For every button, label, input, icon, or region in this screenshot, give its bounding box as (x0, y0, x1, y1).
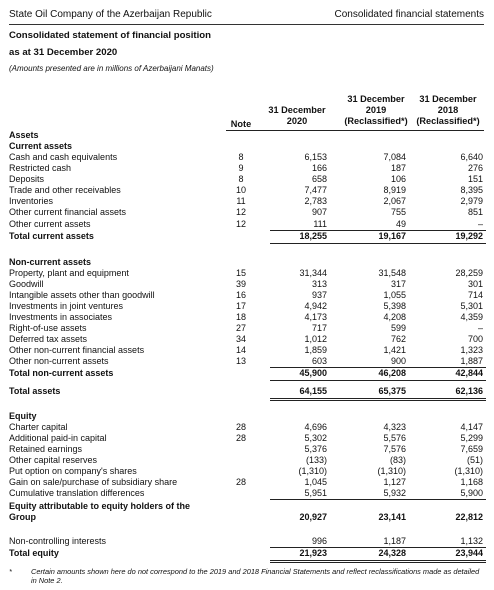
row-value-2019: 1,421 (383, 345, 406, 355)
row-value-2020: 658 (311, 174, 327, 184)
row-value-2020: 4,173 (304, 312, 327, 322)
row-value-2018: 851 (467, 207, 483, 217)
row-value-2019: 900 (390, 356, 406, 366)
row-value-2018: 19,292 (455, 231, 483, 241)
statement-currency-note: (Amounts presented are in millions of Azerbaijani Manats) (9, 64, 214, 73)
row-value-2019: 4,208 (383, 312, 406, 322)
row-value-2019: 187 (390, 163, 406, 173)
row-note: 27 (235, 323, 246, 333)
row-note: 12 (235, 219, 246, 229)
row-value-2019: 24,328 (378, 548, 406, 558)
row-value-2020: 1,012 (304, 334, 327, 344)
column-header-2020-line1: 31 December (268, 105, 326, 115)
row-value-2020: 717 (311, 323, 327, 333)
row-value-2018: 1,168 (460, 477, 483, 487)
row-note: 17 (235, 301, 246, 311)
row-value-2019: 49 (395, 219, 406, 229)
page-header (9, 9, 484, 23)
row-value-2019: (83) (389, 455, 406, 465)
row-label: Other capital reserves (9, 455, 98, 465)
table-row (0, 356, 494, 367)
table-row (0, 219, 494, 230)
row-value-2020: 603 (311, 356, 327, 366)
row-label: Assets (9, 130, 39, 140)
row-value-2018: 1,323 (460, 345, 483, 355)
table-row (0, 466, 494, 477)
table-row (0, 185, 494, 196)
column-header-2019 (340, 94, 412, 127)
row-value-2018: – (477, 219, 483, 229)
row-note: 18 (235, 312, 246, 322)
row-value-2019: 23,141 (378, 512, 406, 522)
total-rule (270, 560, 486, 561)
row-label: Restricted cash (9, 163, 72, 173)
row-value-2018: 23,944 (455, 548, 483, 558)
total-rule (270, 400, 486, 401)
statement-date: as at 31 December 2020 (9, 47, 118, 58)
row-value-2019: 7,576 (383, 444, 406, 454)
table-row (0, 345, 494, 356)
table-row (0, 536, 494, 547)
row-note: 13 (235, 356, 246, 366)
column-header-2018 (410, 94, 486, 127)
row-value-2020: 166 (311, 163, 327, 173)
row-value-2019: 8,919 (383, 185, 406, 195)
row-value-2020: 7,477 (304, 185, 327, 195)
header-divider (9, 24, 484, 25)
row-value-2020: (133) (305, 455, 327, 465)
row-value-2020: 5,951 (304, 488, 327, 498)
row-label: Other non-current assets (9, 356, 109, 366)
column-header-2019-line2: 2019 (365, 105, 387, 115)
row-value-2020: 996 (311, 536, 327, 546)
row-value-2018: (1,310) (454, 466, 483, 476)
row-note: 8 (238, 174, 244, 184)
row-value-2020: 1,859 (304, 345, 327, 355)
row-value-2020: 21,923 (299, 548, 327, 558)
row-value-2019: 65,375 (378, 386, 406, 396)
row-value-2018: 1,887 (460, 356, 483, 366)
row-value-2020: 64,155 (299, 386, 327, 396)
row-note: 12 (235, 207, 246, 217)
table-row (0, 548, 494, 559)
row-value-2018: (51) (466, 455, 483, 465)
table-row (0, 501, 494, 523)
row-label: Cumulative translation differences (9, 488, 145, 498)
row-note: 39 (235, 279, 246, 289)
row-label: Total current assets (9, 231, 94, 241)
row-value-2018: – (477, 323, 483, 333)
row-value-2018: 1,132 (460, 536, 483, 546)
row-label: Other non-current financial assets (9, 345, 145, 355)
total-rule (270, 562, 486, 563)
row-value-2019: 46,208 (378, 368, 406, 378)
row-value-2018: 5,900 (460, 488, 483, 498)
row-note: 11 (236, 196, 246, 206)
row-value-2019: 599 (390, 323, 406, 333)
row-label: Non-controlling interests (9, 536, 107, 546)
row-value-2018: 5,301 (460, 301, 483, 311)
row-label: Other current financial assets (9, 207, 127, 217)
table-row (0, 422, 494, 433)
row-value-2020: 20,927 (299, 512, 327, 522)
row-note: 15 (235, 268, 246, 278)
row-label: Retained earnings (9, 444, 83, 454)
table-row (0, 130, 494, 141)
row-label: Equity (9, 411, 37, 421)
row-label: Right-of-use assets (9, 323, 87, 333)
row-value-2019: (1,310) (377, 466, 406, 476)
table-row (0, 334, 494, 345)
row-value-2019: 762 (390, 334, 406, 344)
row-label: Goodwill (9, 279, 44, 289)
row-label: Put option on company's shares (9, 466, 137, 476)
row-value-2019: 5,398 (383, 301, 406, 311)
row-value-2020: 937 (311, 290, 327, 300)
row-note: 28 (235, 433, 246, 443)
row-label: Deferred tax assets (9, 334, 88, 344)
row-value-2019: 755 (390, 207, 406, 217)
row-value-2019: 5,576 (383, 433, 406, 443)
table-row (0, 290, 494, 301)
row-note: 10 (235, 185, 246, 195)
row-note: 16 (235, 290, 246, 300)
column-header-2020 (262, 105, 332, 127)
column-header-2018-line1: 31 December (419, 94, 477, 104)
table-row (0, 323, 494, 334)
row-value-2020: 4,942 (304, 301, 327, 311)
row-value-2020: 2,783 (304, 196, 327, 206)
table-row (0, 312, 494, 323)
table-row (0, 163, 494, 174)
table-row (0, 231, 494, 242)
row-value-2019: 2,067 (383, 196, 406, 206)
row-label: Inventories (9, 196, 54, 206)
table-row (0, 301, 494, 312)
row-value-2020: 313 (311, 279, 327, 289)
statement-title: Consolidated statement of financial position (9, 30, 212, 41)
column-header-2019-line1: 31 December (347, 94, 405, 104)
row-value-2018: 42,844 (455, 368, 483, 378)
row-label: Total equity (9, 548, 59, 558)
table-row (0, 477, 494, 488)
row-value-2020: (1,310) (298, 466, 327, 476)
column-header-2018-line2: 2018 (437, 105, 459, 115)
table-row (0, 207, 494, 218)
row-value-2019: 31,548 (378, 268, 406, 278)
table-row (0, 141, 494, 152)
table-row (0, 386, 494, 397)
table-row (0, 268, 494, 279)
table-row (0, 279, 494, 290)
row-value-2019: 19,167 (378, 231, 406, 241)
row-note: 28 (235, 477, 246, 487)
table-row (0, 196, 494, 207)
row-note: 9 (238, 163, 244, 173)
table-row (0, 444, 494, 455)
row-label: Charter capital (9, 422, 68, 432)
column-header-2018-line3: (Reclassified*) (416, 116, 480, 126)
table-row (0, 257, 494, 268)
row-value-2019: 4,323 (383, 422, 406, 432)
table-row (0, 368, 494, 379)
row-value-2018: 7,659 (460, 444, 483, 454)
row-label: Other current assets (9, 219, 91, 229)
row-value-2020: 111 (313, 219, 327, 229)
column-header-2020-line2: 2020 (286, 116, 308, 126)
row-value-2019: 1,055 (383, 290, 406, 300)
row-value-2018: 6,640 (460, 152, 483, 162)
row-value-2019: 106 (390, 174, 406, 184)
row-value-2018: 4,359 (460, 312, 483, 322)
row-note: 8 (238, 152, 244, 162)
row-label: Total non-current assets (9, 368, 114, 378)
table-row (0, 174, 494, 185)
row-value-2019: 1,127 (383, 477, 406, 487)
row-label: Current assets (9, 141, 73, 151)
subtotal-rule (270, 499, 486, 500)
row-value-2018: 62,136 (455, 386, 483, 396)
row-value-2020: 1,045 (304, 477, 327, 487)
row-label: Investments in joint ventures (9, 301, 124, 311)
document-type: Consolidated financial statements (334, 9, 484, 20)
row-label: Equity attributable to equity holders of the Group (9, 501, 191, 522)
row-value-2019: 5,932 (383, 488, 406, 498)
row-value-2018: 4,147 (460, 422, 483, 432)
row-value-2018: 2,979 (460, 196, 483, 206)
subtotal-rule (270, 243, 486, 244)
row-value-2020: 5,302 (304, 433, 327, 443)
row-value-2020: 6,153 (304, 152, 327, 162)
footnote-text: Certain amounts shown here do not correspond to the 2019 and 2018 Financial Statements and reflect reclassifications made as detailed in Note 2. (31, 567, 480, 585)
table-row (0, 411, 494, 422)
row-value-2020: 907 (311, 207, 327, 217)
row-value-2018: 151 (467, 174, 483, 184)
row-label: Gain on sale/purchase of subsidiary share (9, 477, 178, 487)
table-row (0, 152, 494, 163)
row-label: Cash and cash equivalents (9, 152, 118, 162)
row-value-2020: 18,255 (299, 231, 327, 241)
row-value-2018: 714 (467, 290, 483, 300)
row-label: Total assets (9, 386, 61, 396)
row-value-2019: 7,084 (383, 152, 406, 162)
row-label: Intangible assets other than goodwill (9, 290, 155, 300)
subtotal-rule (270, 380, 486, 381)
row-value-2018: 276 (467, 163, 483, 173)
row-value-2019: 317 (390, 279, 406, 289)
row-label: Investments in associates (9, 312, 113, 322)
table-row (0, 433, 494, 444)
row-value-2018: 28,259 (455, 268, 483, 278)
row-label: Trade and other receivables (9, 185, 121, 195)
row-value-2018: 700 (467, 334, 483, 344)
row-label: Additional paid-in capital (9, 433, 107, 443)
footnote-mark: * (9, 567, 12, 576)
row-value-2018: 22,812 (455, 512, 483, 522)
table-row (0, 455, 494, 466)
row-label: Property, plant and equipment (9, 268, 129, 278)
row-value-2020: 45,900 (299, 368, 327, 378)
row-value-2020: 31,344 (299, 268, 327, 278)
row-value-2020: 4,696 (304, 422, 327, 432)
row-label: Deposits (9, 174, 45, 184)
row-value-2020: 5,376 (304, 444, 327, 454)
row-value-2018: 301 (467, 279, 483, 289)
table-row (0, 488, 494, 499)
row-note: 34 (235, 334, 246, 344)
row-label: Non-current assets (9, 257, 92, 267)
total-rule (270, 398, 486, 399)
row-value-2018: 8,395 (460, 185, 483, 195)
row-note: 14 (235, 345, 246, 355)
company-name: State Oil Company of the Azerbaijan Republic (9, 9, 212, 20)
column-header-2019-line3: (Reclassified*) (344, 116, 408, 126)
column-header-note: Note (230, 119, 252, 129)
row-value-2019: 1,187 (383, 536, 406, 546)
row-value-2018: 5,299 (460, 433, 483, 443)
row-note: 28 (235, 422, 246, 432)
